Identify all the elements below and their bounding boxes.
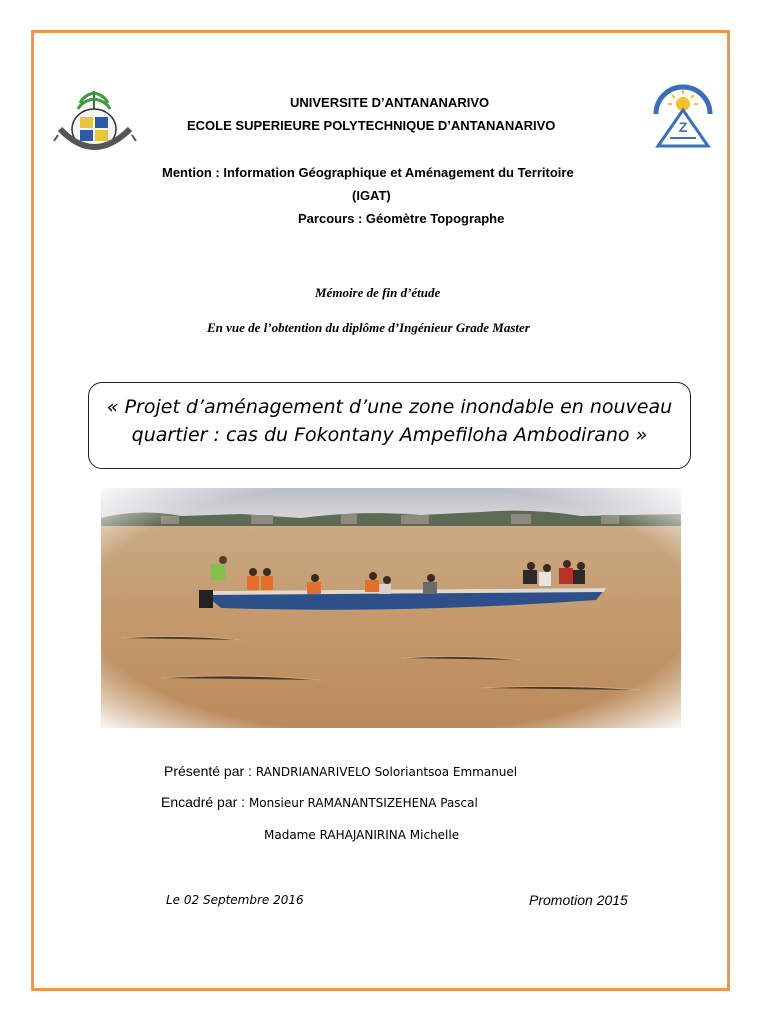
defense-date: Le 02 Septembre 2016 (166, 893, 304, 907)
presented-by-label: Présenté par : (164, 763, 256, 779)
author-name: RANDRIANARIVELO Soloriantsoa Emmanuel (255, 765, 518, 779)
parcours-line: Parcours : Géomètre Topographe (298, 211, 505, 226)
promotion-year: Promotion 2015 (529, 892, 628, 908)
supervised-by-label: Encadré par : (161, 794, 249, 810)
memoire-line: Mémoire de fin d’étude (315, 285, 441, 300)
presented-by-line (164, 763, 517, 779)
thesis-title-line-1: « Projet d’aménagement d’une zone inondable en nouveau (106, 396, 673, 418)
supervisor-name-2: Madame RAHAJANIRINA Michelle (264, 828, 460, 842)
university-name: UNIVERSITE D’ANTANANARIVO (290, 95, 490, 110)
mention-line: Mention : Information Géographique et Aménagement du Territoire (162, 165, 574, 180)
svg-text:Z: Z (678, 119, 688, 135)
supervised-by-line (161, 794, 478, 810)
school-name: ECOLE SUPERIEURE POLYTECHNIQUE D’ANTANANARIVO (187, 118, 556, 133)
university-seal-icon (50, 85, 140, 161)
thesis-title-line-2: quartier : cas du Fokontany Ampefiloha Ambodirano » (131, 424, 648, 446)
flood-boat-photo (101, 488, 681, 728)
thesis-title-box (88, 382, 691, 469)
diploma-line: En vue de l’obtention du diplôme d’Ingénieur Grade Master (207, 320, 530, 335)
supervisor-name-1: Monsieur RAMANANTSIZEHENA Pascal (248, 796, 478, 810)
mention-abbreviation: (IGAT) (352, 188, 391, 203)
school-emblem-icon (650, 80, 716, 152)
